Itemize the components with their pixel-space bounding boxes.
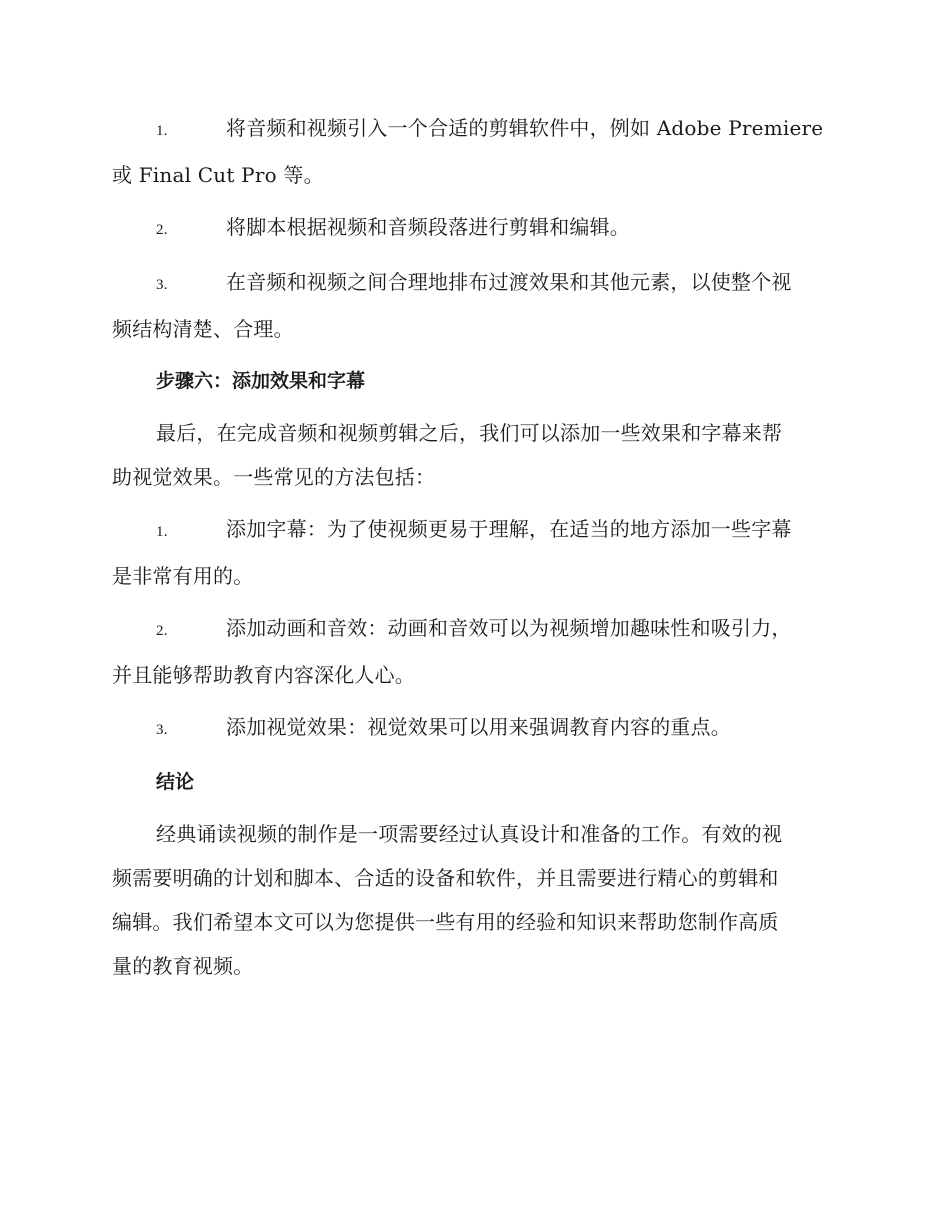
list-number: 3.	[156, 722, 168, 738]
paragraph-line: 经典诵读视频的制作是一项需要经过认真设计和准备的工作。有效的视	[156, 822, 783, 846]
list-item	[112, 205, 832, 252]
list-item-text: 在音频和视频之间合理地排布过渡效果和其他元素，以使整个视	[226, 270, 792, 294]
paragraph-conclusion	[112, 812, 832, 988]
section-heading-step6: 步骤六：添加效果和字幕	[156, 370, 366, 392]
list-item	[112, 705, 832, 752]
list-item-text: 添加视觉效果：视觉效果可以用来强调教育内容的重点。	[226, 715, 731, 739]
list-item-continuation: 频结构清楚、合理。	[112, 317, 294, 341]
list-number: 1.	[156, 123, 168, 139]
list-item-text: 将脚本根据视频和音频段落进行剪辑和编辑。	[226, 215, 630, 239]
paragraph-line: 助视觉效果。一些常见的方法包括：	[112, 465, 436, 489]
list-number: 2.	[156, 623, 168, 639]
list-item	[112, 106, 832, 197]
list-item-text: 添加动画和音效：动画和音效可以为视频增加趣味性和吸引力，	[226, 616, 792, 640]
paragraph-line: 编辑。我们希望本文可以为您提供一些有用的经验和知识来帮助您制作高质	[112, 910, 779, 934]
section-heading-conclusion: 结论	[156, 771, 195, 793]
list-item-continuation: 或 Final Cut Pro 等。	[112, 163, 324, 187]
document-page	[112, 106, 832, 996]
list-item-continuation: 是非常有用的。	[112, 564, 254, 588]
list-item-text: 添加字幕：为了使视频更易于理解，在适当的地方添加一些字幕	[226, 517, 792, 541]
paragraph-line: 频需要明确的计划和脚本、合适的设备和软件，并且需要进行精心的剪辑和	[112, 866, 779, 890]
list-number: 2.	[156, 222, 168, 238]
list-number: 3.	[156, 277, 168, 293]
list-item-text: 将音频和视频引入一个合适的剪辑软件中，例如 Adobe Premiere	[226, 116, 824, 140]
paragraph-intro	[112, 411, 832, 499]
list-number: 1.	[156, 524, 168, 540]
list-item	[112, 507, 832, 598]
list-item	[112, 606, 832, 697]
list-item-continuation: 并且能够帮助教育内容深化人心。	[112, 663, 415, 687]
paragraph-line: 最后，在完成音频和视频剪辑之后，我们可以添加一些效果和字幕来帮	[156, 421, 783, 445]
paragraph-line: 量的教育视频。	[112, 954, 254, 978]
list-item	[112, 260, 832, 351]
